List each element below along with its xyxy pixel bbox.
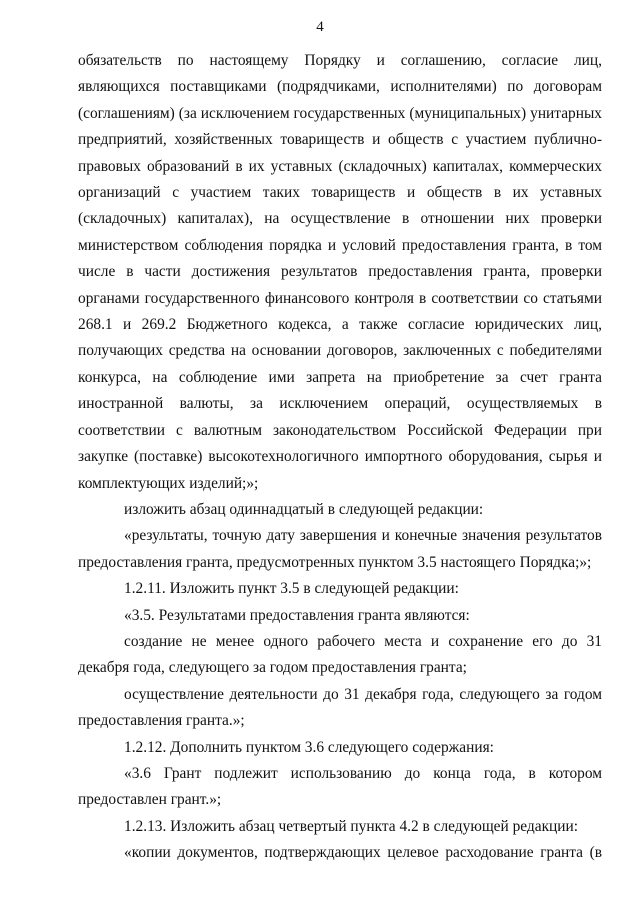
- paragraph-results-wording: «результаты, точную дату завершения и конечные значения результатов предоставления гранта, предусмотренных пунктом 3.5 настоящего Порядка;»;: [78, 527, 602, 571]
- paragraph-job-creation: создание не менее одного рабочего места и сохранение его до 31 декабря года, следующего за годом предоставления гранта;: [78, 632, 602, 677]
- paragraph-obligations-consent: обязательств по настоящему Порядку и соглашению, согласие лиц, являющихся поставщиками (подрядчиками, исполнителями) по договорам (соглашениям) (за исключением государственных (муниципальных) унитарных предприятий, хозяйственных товариществ и обществ с участием публично-правовых образований в их уставных (складочных) капиталах, коммерческих организаций с участием таких товариществ и обществ в их уставных (складочных) капиталах), на осуществление в отношении них проверки министерством соблюдения порядка и условий предоставления гранта, в том числе в части достижения результатов предоставления гранта, проверки органами государственного финансового контроля в соответствии со статьями 268.1 и 269.2 Бюджетного кодекса, а также согласие юридических лиц, получающих средства на основании договоров, заключенных с победителями конкурса, на соблюдение ими запрета на приобретение за счет гранта иностранной валюты, за исключением операций, осуществляемых в соответствии с валютным законодательством Российской Федерации при закупке (поставке) высокотехнологичного импортного оборудования, сырья и комплектующих изделий;»;: [78, 52, 602, 492]
- paragraph-item-1-2-13: 1.2.13. Изложить абзац четвертый пункта 4.2 в следующей редакции:: [124, 817, 579, 835]
- paragraph-amend-eleventh: изложить абзац одиннадцатый в следующей редакции:: [124, 500, 484, 518]
- paragraph-activity: осуществление деятельности до 31 декабря года, следующего за годом предоставления гранта.»;: [78, 685, 602, 730]
- paragraph-item-1-2-12: 1.2.12. Дополнить пунктом 3.6 следующего содержания:: [124, 738, 494, 756]
- paragraph-item-1-2-11: 1.2.11. Изложить пункт 3.5 в следующей редакции:: [124, 580, 459, 598]
- paragraph-copies-documents: «копии документов, подтверждающих целевое расходование гранта (в: [124, 844, 602, 862]
- document-body: [78, 48, 602, 867]
- paragraph-clause-3-5: «3.5. Результатами предоставления гранта являются:: [124, 606, 470, 624]
- paragraph-clause-3-6: «3.6 Грант подлежит использованию до конца года, в котором предоставлен грант.»;: [78, 764, 602, 809]
- page-number: 4: [316, 19, 324, 35]
